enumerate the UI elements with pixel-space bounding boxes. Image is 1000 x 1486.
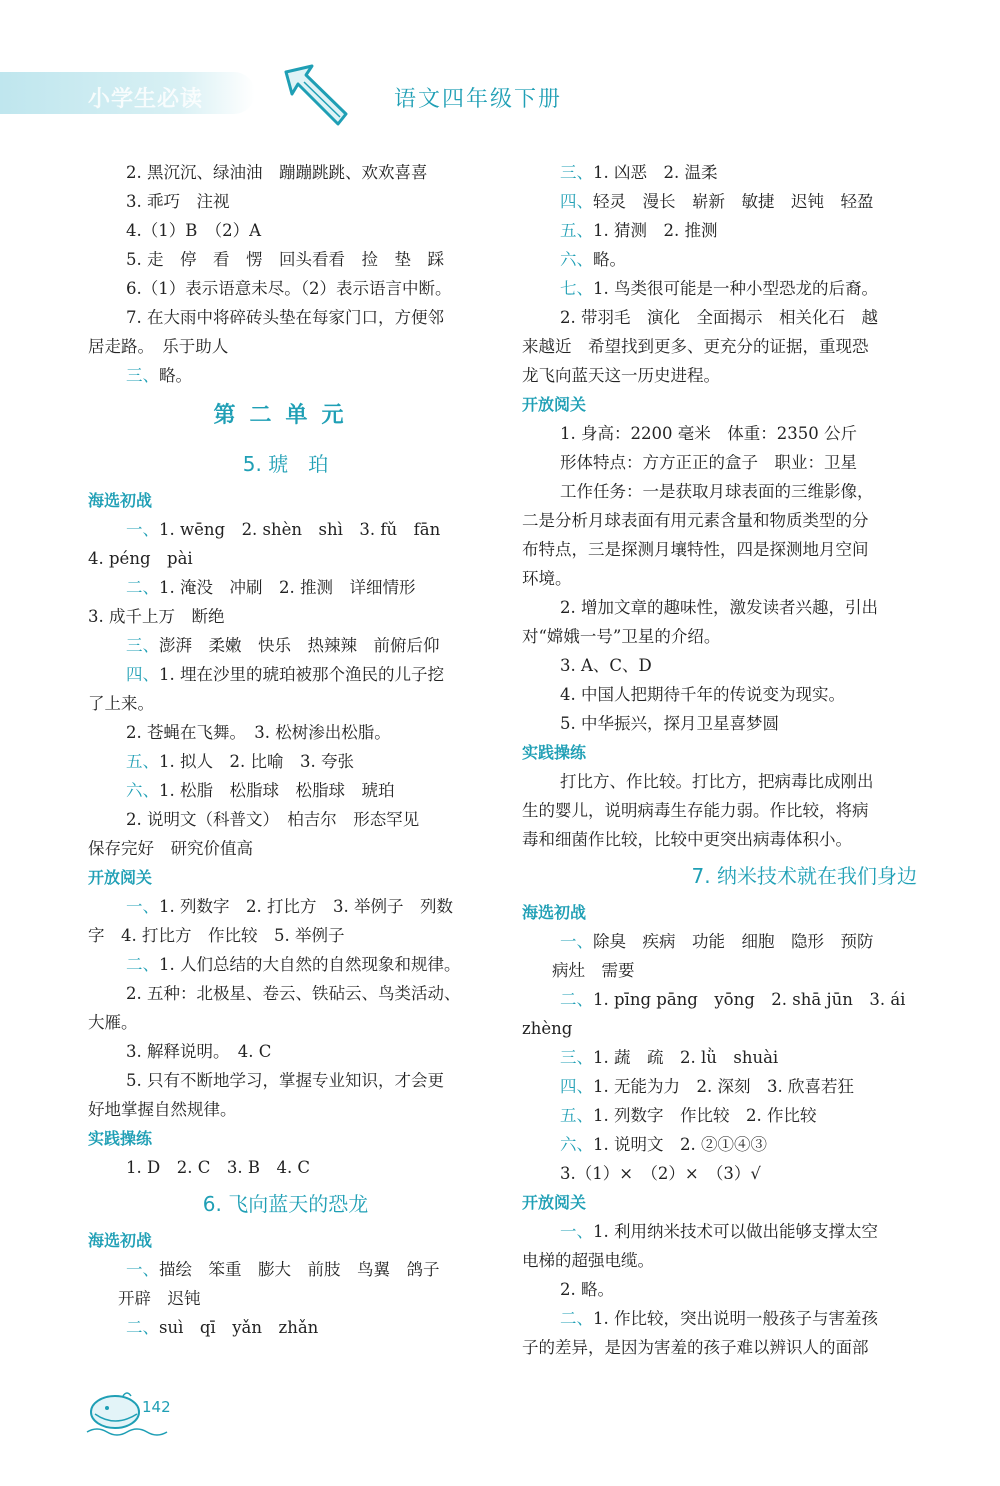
answer-line: 毒和细菌作比较，比较中更突出病毒体积小。 [522,830,852,849]
answer-text: 1. 利用纳米技术可以做出能够支撑太空 [593,1222,878,1241]
answer-line: 1. D 2. C 3. B 4. C [126,1158,311,1177]
header-band [0,72,255,114]
unit-heading: 第二单元 [213,403,358,428]
left-column [88,158,483,1342]
answer-line [88,950,483,979]
answer-line: 3. A、C、D [560,656,652,675]
header-title: 语文四年级下册 [394,87,563,112]
answer-line: zhèng [522,1019,573,1038]
answer-line: 生的婴儿，说明病毒生存能力弱。作比较，将病 [522,801,869,820]
question-number: 四、 [126,665,159,684]
answer-line: 布特点，三是探测月壤特性，四是探测地月空间 [522,540,869,559]
answer-line: 5. 中华振兴，探月卫星喜梦圆 [560,714,779,733]
answer-line: 好地掌握自然规律。 [88,1100,237,1119]
question-number: 二、 [126,578,159,597]
section-heading: 海选初战 [88,1231,153,1250]
answer-line: 4. 中国人把期待千年的传说变为现实。 [560,685,845,704]
lesson-title: 5. 琥 珀 [242,452,329,476]
right-column [522,158,917,1362]
answer-line: 病灶 需要 [552,961,635,980]
answer-line: 3. 乖巧 注视 [126,192,230,211]
answer-line: 子的差异，是因为害羞的孩子难以辨识人的面部 [522,1338,869,1357]
answer-line [522,1130,917,1159]
question-number: 三、 [560,163,593,182]
answer-line [88,1313,483,1342]
answer-line [522,1043,917,1072]
section-heading: 开放阅关 [522,1193,587,1212]
section-heading: 实践操练 [88,1129,153,1148]
answer-line: 保存完好 研究价值高 [88,839,253,858]
section-heading: 开放阅关 [522,395,587,414]
answer-line: 环境。 [522,569,572,588]
answer-line: 来越近 希望找到更多、更充分的证据，重现恐 [522,337,869,356]
question-number: 二、 [126,955,159,974]
answer-line: 3. 解释说明。 4. C [126,1042,272,1061]
answer-line: 6.（1）表示语意未尽。（2）表示语言中断。 [126,279,452,298]
answer-line [522,1304,917,1333]
page-number: 142 [142,1398,171,1416]
answer-text: 1. 列数字 作比较 2. 作比较 [593,1106,817,1125]
answer-line [522,985,917,1014]
question-number: 二、 [126,1318,159,1337]
question-number: 一、 [560,1222,593,1241]
question-number: 一、 [560,932,593,951]
answer-line [522,245,917,274]
answer-line: 2. 带羽毛 演化 全面揭示 相关化石 越 [560,308,878,327]
answer-line: 4.（1）B （2）A [126,221,262,240]
answer-line: 2. 略。 [560,1280,614,1299]
answer-line: 2. 黑沉沉、绿油油 蹦蹦跳跳、欢欢喜喜 [126,163,428,182]
answer-line [88,776,483,805]
answer-line: 2. 五种：北极星、卷云、铁砧云、鸟类活动、 [126,984,461,1003]
question-number: 二、 [560,990,593,1009]
question-number: 四、 [560,192,593,211]
section-heading: 开放阅关 [88,868,153,887]
question-number: 五、 [560,221,593,240]
answer-line: 二是分析月球表面有用元素含量和物质类型的分 [522,511,869,530]
answer-text: 1. pīng pāng yōng 2. shā jūn 3. ái [593,990,906,1009]
answer-line: 龙飞向蓝天这一历史进程。 [522,366,720,385]
answer-line [522,927,917,956]
answer-line [522,1101,917,1130]
answer-text: 1. 人们总结的大自然的自然现象和规律。 [159,955,461,974]
lesson-title: 6. 飞向蓝天的恐龙 [202,1192,369,1216]
answer-line [88,573,483,602]
answer-line [88,660,483,689]
question-number: 三、 [126,636,159,655]
answer-text: 轻灵 漫长 崭新 敏捷 迟钝 轻盈 [593,192,874,211]
question-number: 三、 [126,366,159,385]
answer-text: 1. 猜测 2. 推测 [593,221,718,240]
answer-text: 描绘 笨重 膨大 前肢 鸟翼 鸽子 [159,1260,440,1279]
answer-text: 1. 淹没 冲刷 2. 推测 详细情形 [159,578,416,597]
question-number: 六、 [560,250,593,269]
answer-text: 1. 蔬 疏 2. lǜ shuài [593,1048,779,1067]
answer-text: 1. 松脂 松脂球 松脂球 琥珀 [159,781,395,800]
answer-line [522,1072,917,1101]
answer-line: 打比方、作比较。打比方，把病毒比成刚出 [560,772,874,791]
answer-line: 4. péng pài [88,549,193,568]
answer-line [88,1255,483,1284]
answer-line: 对“嫦娥一号”卫星的介绍。 [522,627,721,646]
answer-text: 1. wēng 2. shèn shì 3. fǔ fān [159,520,441,539]
answer-text: 澎湃 柔嫩 快乐 热辣辣 前俯后仰 [159,636,440,655]
answer-line: 字 4. 打比方 作比较 5. 举例子 [88,926,345,945]
section-heading: 实践操练 [522,743,587,762]
lesson-title: 7. 纳米技术就在我们身边 [691,864,917,888]
question-number: 一、 [126,520,159,539]
answer-line: 3. 成千上万 断绝 [88,607,225,626]
question-number: 一、 [126,1260,159,1279]
answer-line [522,274,917,303]
answer-line [88,747,483,776]
answer-text: 1. 无能为力 2. 深刻 3. 欣喜若狂 [593,1077,854,1096]
section-heading: 海选初战 [522,903,587,922]
arrow-up-left-icon [282,62,352,132]
answer-line [522,1217,917,1246]
question-number: 七、 [560,279,593,298]
page-header [0,62,1000,132]
answer-text: suì qī yǎn zhǎn [159,1318,319,1337]
header-band-text: 小学生必读 [88,87,204,112]
question-number: 五、 [560,1106,593,1125]
answer-line: 居走路。 乐于助人 [88,337,229,356]
answer-line [88,892,483,921]
answer-text: 1. 说明文 2. ②①④③ [593,1135,767,1154]
question-number: 四、 [560,1077,593,1096]
answer-text: 1. 列数字 2. 打比方 3. 举例子 列数 [159,897,453,916]
answer-text: 除臭 疾病 功能 细胞 隐形 预防 [593,932,874,951]
answer-line: 了上来。 [88,694,154,713]
answer-line: 3.（1）× （2）× （3）√ [560,1164,761,1183]
answer-line: 大雁。 [88,1013,138,1032]
answer-text: 1. 拟人 2. 比喻 3. 夸张 [159,752,354,771]
answer-line: 2. 增加文章的趣味性，激发读者兴趣，引出 [560,598,878,617]
answer-text: 略。 [159,366,192,385]
answer-line: 形体特点：方方正正的盒子 职业：卫星 [560,453,857,472]
answer-line: 2. 说明文（科普文） 柏吉尔 形态罕见 [126,810,420,829]
answer-text: 略。 [593,250,626,269]
answer-line: 1. 身高：2200 毫米 体重：2350 公斤 [560,424,857,443]
question-number: 六、 [560,1135,593,1154]
answer-line: 工作任务：一是获取月球表面的三维影像， [560,482,874,501]
answer-line: 5. 走 停 看 愣 回头看看 捡 垫 踩 [126,250,444,269]
answer-line [522,187,917,216]
question-number: 五、 [126,752,159,771]
answer-text: 1. 鸟类很可能是一种小型恐龙的后裔。 [593,279,878,298]
answer-line: 5. 只有不断地学习，掌握专业知识，才会更 [126,1071,444,1090]
answer-line: 开辟 迟钝 [118,1289,201,1308]
question-number: 三、 [560,1048,593,1067]
answer-line [522,216,917,245]
answer-line [522,158,917,187]
answer-text: 1. 凶恶 2. 温柔 [593,163,718,182]
answer-line [88,515,483,544]
answer-line [88,361,483,390]
answer-text: 1. 作比较，突出说明一般孩子与害羞孩 [593,1309,878,1328]
answer-line: 2. 苍蝇在飞舞。 3. 松树渗出松脂。 [126,723,391,742]
question-number: 六、 [126,781,159,800]
question-number: 一、 [126,897,159,916]
answer-line: 电梯的超强电缆。 [522,1251,654,1270]
answer-line [88,631,483,660]
section-heading: 海选初战 [88,491,153,510]
question-number: 二、 [560,1309,593,1328]
answer-text: 1. 埋在沙里的琥珀被那个渔民的儿子挖 [159,665,444,684]
answer-line: 7. 在大雨中将碎砖头垫在每家门口，方便邻 [126,308,444,327]
